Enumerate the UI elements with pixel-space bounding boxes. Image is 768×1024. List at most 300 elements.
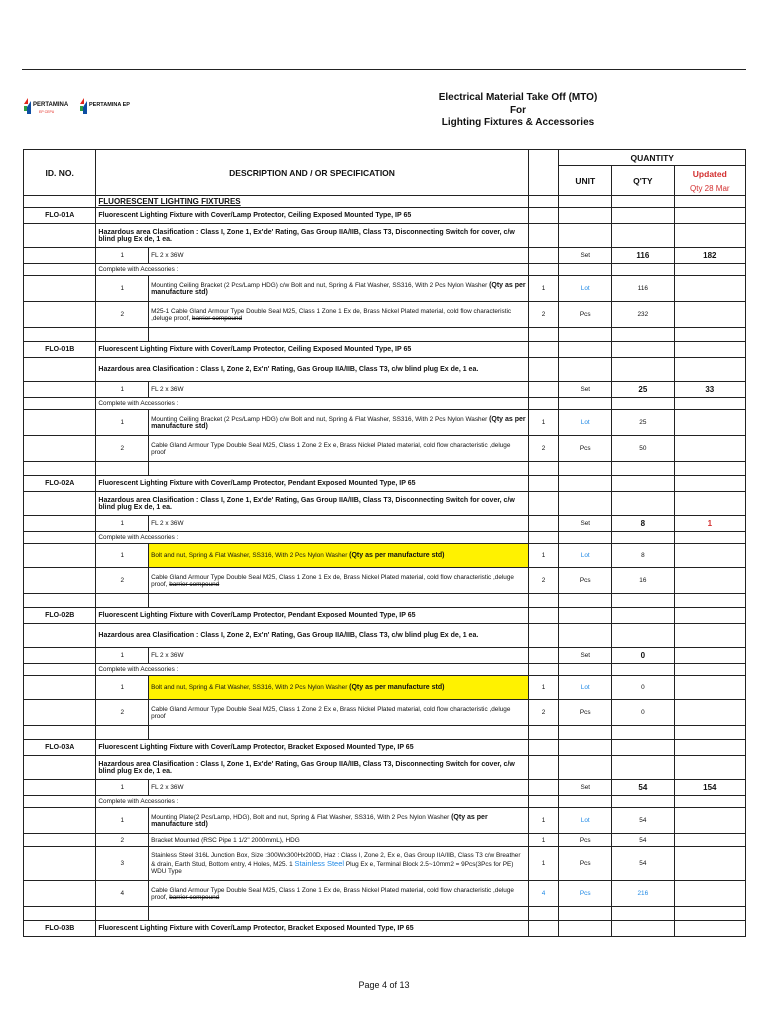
unit-cell: Lot [559, 410, 612, 436]
empty-cell [528, 476, 559, 492]
empty-cell [612, 398, 675, 410]
unit-cell: Pcs [559, 568, 612, 594]
unit-cell: Set [559, 382, 612, 398]
empty-cell [96, 907, 149, 921]
col-header-updated: Updated [674, 166, 745, 182]
desc-struck-text: barrier compound [169, 893, 220, 901]
empty-cell [674, 808, 745, 834]
desc-text: Cable Gland Armour Type Double Seal M25, Class 1 Zone 1 Ex de, Brass Nickel Plated material, cold flow characteristic ,deluge proof, [151, 573, 514, 588]
desc-text: Cable Gland Armour Type Double Seal M25, Class 1 Zone 2 Ex e, Brass Nickel Plated material, cold flow characteristic ,deluge proof [151, 705, 511, 720]
desc-qty-note: (Qty as per manufacture std) [349, 552, 445, 559]
qty-cell: 0 [612, 676, 675, 700]
empty-cell [149, 594, 529, 608]
item-id: FLO-02B [24, 608, 96, 624]
empty-cell [24, 834, 96, 847]
table-row [24, 847, 746, 881]
updated-qty-cell: 1 [674, 516, 745, 532]
empty-cell [528, 342, 559, 358]
accessory-description [149, 676, 529, 700]
updated-qty-cell: 182 [674, 248, 745, 264]
table-row [24, 907, 746, 921]
accessory-description [149, 847, 529, 881]
accessory-description [149, 544, 529, 568]
empty-cell [559, 664, 612, 676]
unit-cell: Set [559, 248, 612, 264]
empty-cell [24, 568, 96, 594]
empty-cell [559, 398, 612, 410]
svg-text:PERTAMINA EP: PERTAMINA EP [89, 102, 130, 108]
table-row [24, 462, 746, 476]
unit-cell: Pcs [559, 700, 612, 726]
empty-cell [612, 476, 675, 492]
col-header-id: ID. NO. [24, 150, 96, 196]
empty-cell [674, 342, 745, 358]
per-unit-qty-cell: 1 [528, 808, 559, 834]
empty-cell [674, 756, 745, 780]
mto-table [23, 149, 746, 937]
unit-cell: Set [559, 516, 612, 532]
title-line-2: For [509, 104, 527, 116]
svg-text:EP CEPU: EP CEPU [39, 110, 55, 114]
empty-cell [528, 726, 559, 740]
empty-cell [559, 328, 612, 342]
col-header-qty: Q'TY [612, 166, 675, 196]
updated-qty-cell: 154 [674, 780, 745, 796]
empty-cell [674, 302, 745, 328]
empty-cell [612, 624, 675, 648]
qty-cell: 16 [612, 568, 675, 594]
hazardous-spec: Hazardous area Clasification : Class I, Zone 1, Ex'de' Rating, Gas Group IIA/IIB, Class T3, Disconnecting Switch for cover, c/w blind plug Ex de, 1 ea. [96, 492, 528, 516]
accessory-description [149, 700, 529, 726]
empty-cell [559, 358, 612, 382]
empty-cell [24, 676, 96, 700]
empty-cell [674, 568, 745, 594]
unit-cell: Pcs [559, 436, 612, 462]
empty-cell [528, 780, 559, 796]
table-row [24, 410, 746, 436]
empty-cell [674, 532, 745, 544]
table-row [24, 624, 746, 648]
empty-cell [24, 881, 96, 907]
empty-cell [612, 208, 675, 224]
empty-cell [559, 624, 612, 648]
empty-cell [559, 594, 612, 608]
accessories-note: Complete with Accessories : [96, 532, 528, 544]
empty-cell [612, 756, 675, 780]
qty-cell: 54 [612, 834, 675, 847]
empty-cell [559, 921, 612, 937]
empty-cell [528, 248, 559, 264]
empty-cell [612, 532, 675, 544]
item-number: 1 [96, 276, 149, 302]
hazardous-spec: Hazardous area Clasification : Class I, Zone 2, Ex'n' Rating, Gas Group IIA/IIB, Class T3, c/w blind plug Ex de, 1 ea. [96, 358, 528, 382]
item-title: Fluorescent Lighting Fixture with Cover/Lamp Protector, Pendant Exposed Mounted Type, IP 65 [96, 476, 528, 492]
empty-cell [612, 907, 675, 921]
accessories-note: Complete with Accessories : [96, 796, 528, 808]
desc-struck-text: barrier compound [169, 580, 220, 588]
table-row [24, 608, 746, 624]
empty-cell [528, 907, 559, 921]
table-row [24, 516, 746, 532]
empty-cell [24, 907, 96, 921]
empty-cell [528, 648, 559, 664]
qty-cell: 0 [612, 700, 675, 726]
desc-text: Cable Gland Armour Type Double Seal M25, Class 1 Zone 2 Ex e, Brass Nickel Plated material, cold flow characteristic ,deluge proof [151, 441, 511, 456]
item-number: 1 [96, 808, 149, 834]
empty-cell [674, 462, 745, 476]
per-unit-qty-cell: 1 [528, 276, 559, 302]
desc-text: Bolt and nut, Spring & Flat Washer, SS316, With 2 Pcs Nylon Washer [151, 684, 348, 691]
empty-cell [24, 648, 96, 664]
accessories-note: Complete with Accessories : [96, 664, 528, 676]
empty-cell [528, 756, 559, 780]
table-row [24, 648, 746, 664]
fixture-description: FL 2 x 36W [149, 248, 529, 264]
qty-cell: 116 [612, 248, 675, 264]
empty-cell [674, 328, 745, 342]
qty-cell: 54 [612, 847, 675, 881]
table-row [24, 676, 746, 700]
per-unit-qty-cell: 1 [528, 847, 559, 881]
empty-cell [24, 624, 96, 648]
empty-cell [528, 224, 559, 248]
item-title: Fluorescent Lighting Fixture with Cover/Lamp Protector, Pendant Exposed Mounted Type, IP 65 [96, 608, 528, 624]
empty-cell [528, 358, 559, 382]
table-row [24, 700, 746, 726]
empty-cell [674, 358, 745, 382]
table-row [24, 921, 746, 937]
empty-cell [559, 342, 612, 358]
unit-cell: Pcs [559, 847, 612, 881]
empty-cell [674, 834, 745, 847]
qty-cell: 232 [612, 302, 675, 328]
unit-cell: Pcs [559, 834, 612, 847]
unit-cell: Pcs [559, 302, 612, 328]
svg-text:PERTAMINA: PERTAMINA [33, 102, 69, 108]
empty-cell [674, 410, 745, 436]
empty-cell [559, 208, 612, 224]
page-number: Page 4 of 13 [358, 980, 410, 990]
per-unit-qty-cell: 4 [528, 881, 559, 907]
empty-cell [674, 492, 745, 516]
per-unit-qty-cell: 1 [528, 834, 559, 847]
empty-cell [612, 608, 675, 624]
accessories-note: Complete with Accessories : [96, 264, 528, 276]
col-header-unit: UNIT [559, 166, 612, 196]
empty-cell [528, 382, 559, 398]
empty-cell [528, 328, 559, 342]
title-line-1: Electrical Material Take Off (MTO) [438, 92, 598, 103]
table-row [24, 568, 746, 594]
item-title: Fluorescent Lighting Fixture with Cover/Lamp Protector, Bracket Exposed Mounted Type, IP 65 [96, 921, 528, 937]
desc-text: Mounting Plate(2 Pcs/Lamp, HDG), Bolt and nut, Spring & Flat Washer, SS316, With 2 Pcs Nylon Washer [151, 813, 450, 821]
item-id: FLO-01B [24, 342, 96, 358]
empty-cell [559, 532, 612, 544]
item-id: FLO-01A [24, 208, 96, 224]
empty-cell [24, 492, 96, 516]
empty-cell [24, 780, 96, 796]
empty-cell [24, 264, 96, 276]
empty-cell [674, 847, 745, 881]
unit-cell: Lot [559, 544, 612, 568]
table-row [24, 532, 746, 544]
empty-cell [559, 264, 612, 276]
table-row [24, 208, 746, 224]
empty-cell [674, 208, 745, 224]
hazardous-spec: Hazardous area Clasification : Class I, Zone 1, Ex'de' Rating, Gas Group IIA/IIB, Class T3, Disconnecting Switch for cover, c/w blind plug Ex de, 1 ea. [96, 224, 528, 248]
accessory-description [149, 568, 529, 594]
col-header-updated-date: Qty 28 Mar [674, 182, 745, 196]
table-row [24, 248, 746, 264]
empty-cell [674, 726, 745, 740]
accessory-description [149, 276, 529, 302]
desc-qty-note: (Qty as per manufacture std) [151, 281, 526, 296]
qty-cell: 8 [612, 516, 675, 532]
desc-text: Cable Gland Armour Type Double Seal M25, Class 1 Zone 1 Ex de, Brass Nickel Plated material, cold flow characteristic ,deluge proof, [151, 886, 514, 901]
table-row [24, 224, 746, 248]
qty-cell: 25 [612, 410, 675, 436]
empty-cell [528, 492, 559, 516]
updated-qty-cell: 33 [674, 382, 745, 398]
item-id: FLO-03B [24, 921, 96, 937]
item-number: 2 [96, 834, 149, 847]
qty-cell: 54 [612, 808, 675, 834]
empty-cell [612, 726, 675, 740]
empty-cell [24, 664, 96, 676]
hazardous-spec: Hazardous area Clasification : Class I, Zone 2, Ex'n' Rating, Gas Group IIA/IIB, Class T3, c/w blind plug Ex de, 1 ea. [96, 624, 528, 648]
table-row [24, 780, 746, 796]
item-number: 1 [96, 544, 149, 568]
table-row [24, 398, 746, 410]
table-row [24, 756, 746, 780]
accessory-description [149, 808, 529, 834]
col-header-quantity: QUANTITY [559, 150, 746, 166]
empty-cell [674, 608, 745, 624]
col-header-description: DESCRIPTION AND / OR SPECIFICATION [96, 150, 528, 196]
per-unit-qty-cell: 1 [528, 410, 559, 436]
empty-cell [674, 264, 745, 276]
desc-qty-note: (Qty as per manufacture std) [349, 684, 445, 691]
empty-cell [24, 224, 96, 248]
empty-cell [528, 264, 559, 276]
empty-cell [674, 676, 745, 700]
unit-cell: Set [559, 780, 612, 796]
empty-cell [559, 224, 612, 248]
table-row [24, 436, 746, 462]
item-number: 1 [96, 382, 149, 398]
document-title [380, 92, 656, 130]
item-number: 2 [96, 436, 149, 462]
fixture-description: FL 2 x 36W [149, 648, 529, 664]
empty-cell [674, 740, 745, 756]
item-title: Fluorescent Lighting Fixture with Cover/Lamp Protector, Bracket Exposed Mounted Type, IP 65 [96, 740, 528, 756]
empty-cell [528, 664, 559, 676]
desc-text: Mounting Ceiling Bracket (2 Pcs/Lamp HDG) c/w Bolt and nut, Spring & Flat Washer, SS316, With 2 Pcs Nylon Washer [151, 415, 488, 423]
empty-cell [24, 796, 96, 808]
unit-cell: Lot [559, 676, 612, 700]
empty-cell [559, 492, 612, 516]
empty-cell [559, 796, 612, 808]
qty-cell: 216 [612, 881, 675, 907]
empty-cell [559, 907, 612, 921]
desc-qty-note: (Qty as per manufacture std) [151, 415, 526, 430]
desc-text: Bracket Mounted (RSC Pipe 1 1/2" 2000mmL), HDG [151, 836, 300, 844]
item-number: 1 [96, 410, 149, 436]
item-id: FLO-02A [24, 476, 96, 492]
empty-cell [96, 462, 149, 476]
empty-cell [559, 740, 612, 756]
empty-cell [559, 462, 612, 476]
desc-qty-note: (Qty as per manufacture std) [151, 813, 488, 828]
empty-cell [24, 700, 96, 726]
item-number: 1 [96, 648, 149, 664]
per-unit-qty-cell: 1 [528, 544, 559, 568]
empty-cell [96, 328, 149, 342]
empty-cell [528, 594, 559, 608]
qty-cell: 50 [612, 436, 675, 462]
empty-cell [528, 208, 559, 224]
fixture-description: FL 2 x 36W [149, 382, 529, 398]
desc-text: M25-1 Cable Gland Armour Type Double Seal M25, Class 1 Zone 1 Ex de, Brass Nickel Plated material, cold flow characteristic ,deluge proof, [151, 307, 512, 322]
empty-cell [24, 248, 96, 264]
empty-cell [96, 726, 149, 740]
empty-cell [674, 276, 745, 302]
per-unit-qty-cell: 2 [528, 700, 559, 726]
hazardous-spec: Hazardous area Clasification : Class I, Zone 1, Ex'de' Rating, Gas Group IIA/IIB, Class T3, Disconnecting Switch for cover, c/w blind plug Ex de, 1 ea. [96, 756, 528, 780]
unit-cell: Lot [559, 808, 612, 834]
table-row [24, 342, 746, 358]
table-row [24, 796, 746, 808]
empty-cell [674, 796, 745, 808]
table-row [24, 664, 746, 676]
empty-cell [559, 608, 612, 624]
empty-cell [612, 740, 675, 756]
empty-cell [149, 907, 529, 921]
accessory-description [149, 881, 529, 907]
per-unit-qty-cell: 1 [528, 676, 559, 700]
empty-cell [528, 796, 559, 808]
empty-cell [24, 594, 96, 608]
per-unit-qty-cell: 2 [528, 436, 559, 462]
empty-cell [528, 624, 559, 648]
item-number: 4 [96, 881, 149, 907]
top-rule [22, 69, 746, 70]
table-row [24, 492, 746, 516]
item-id: FLO-03A [24, 740, 96, 756]
col-header-blank [528, 150, 559, 196]
table-row [24, 881, 746, 907]
empty-cell [24, 302, 96, 328]
item-number: 2 [96, 700, 149, 726]
empty-cell [149, 328, 529, 342]
table-row [24, 302, 746, 328]
empty-cell [674, 881, 745, 907]
section-title: FLUORESCENT LIGHTING FIXTURES [96, 196, 528, 208]
qty-cell: 8 [612, 544, 675, 568]
empty-cell [528, 740, 559, 756]
empty-cell [24, 808, 96, 834]
empty-cell [24, 436, 96, 462]
empty-cell [149, 726, 529, 740]
table-row [24, 740, 746, 756]
empty-cell [24, 756, 96, 780]
empty-cell [96, 594, 149, 608]
fixture-description: FL 2 x 36W [149, 780, 529, 796]
desc-struck-text: barrier compound [191, 314, 243, 322]
accessories-note: Complete with Accessories : [96, 398, 528, 410]
table-row [24, 726, 746, 740]
updated-qty-cell [674, 648, 745, 664]
empty-cell [612, 594, 675, 608]
empty-cell [612, 342, 675, 358]
company-logos [22, 94, 132, 118]
empty-cell [612, 462, 675, 476]
table-row [24, 834, 746, 847]
item-title: Fluorescent Lighting Fixture with Cover/Lamp Protector, Ceiling Exposed Mounted Type, IP 65 [96, 208, 528, 224]
empty-cell [528, 921, 559, 937]
empty-cell [24, 847, 96, 881]
empty-cell [24, 544, 96, 568]
item-number: 1 [96, 780, 149, 796]
empty-cell [674, 594, 745, 608]
empty-cell [149, 462, 529, 476]
table-row [24, 808, 746, 834]
empty-cell [24, 516, 96, 532]
empty-cell [24, 532, 96, 544]
desc-text: Mounting Ceiling Bracket (2 Pcs/Lamp HDG) c/w Bolt and nut, Spring & Flat Washer, SS316, With 2 Pcs Nylon Washer [151, 281, 488, 289]
table-row [24, 358, 746, 382]
empty-cell [612, 224, 675, 248]
empty-cell [674, 476, 745, 492]
empty-cell [674, 224, 745, 248]
empty-cell [24, 328, 96, 342]
desc-highlight-text: Stainless Steel [294, 859, 345, 868]
empty-cell [674, 436, 745, 462]
accessory-description [149, 302, 529, 328]
qty-cell: 25 [612, 382, 675, 398]
empty-cell [674, 700, 745, 726]
empty-cell [528, 608, 559, 624]
qty-cell: 0 [612, 648, 675, 664]
empty-cell [612, 664, 675, 676]
empty-cell [674, 398, 745, 410]
accessory-description [149, 410, 529, 436]
table-row [24, 264, 746, 276]
empty-cell [559, 756, 612, 780]
unit-cell: Pcs [559, 881, 612, 907]
table-row [24, 328, 746, 342]
empty-cell [559, 726, 612, 740]
unit-cell: Set [559, 648, 612, 664]
desc-tail-text: Plug Ex e, Terminal Block 2.5~10mm2 = 9Pcs(3Pcs for PE) WDU Type [151, 861, 514, 875]
item-number: 3 [96, 847, 149, 881]
item-number: 2 [96, 302, 149, 328]
per-unit-qty-cell: 2 [528, 302, 559, 328]
table-row [24, 544, 746, 568]
unit-cell: Lot [559, 276, 612, 302]
empty-cell [24, 358, 96, 382]
empty-cell [612, 921, 675, 937]
empty-cell [674, 921, 745, 937]
qty-cell: 116 [612, 276, 675, 302]
empty-cell [24, 462, 96, 476]
accessory-description [149, 834, 529, 847]
empty-cell [612, 264, 675, 276]
empty-cell [612, 358, 675, 382]
table-row [24, 382, 746, 398]
accessory-description [149, 436, 529, 462]
item-number: 1 [96, 516, 149, 532]
